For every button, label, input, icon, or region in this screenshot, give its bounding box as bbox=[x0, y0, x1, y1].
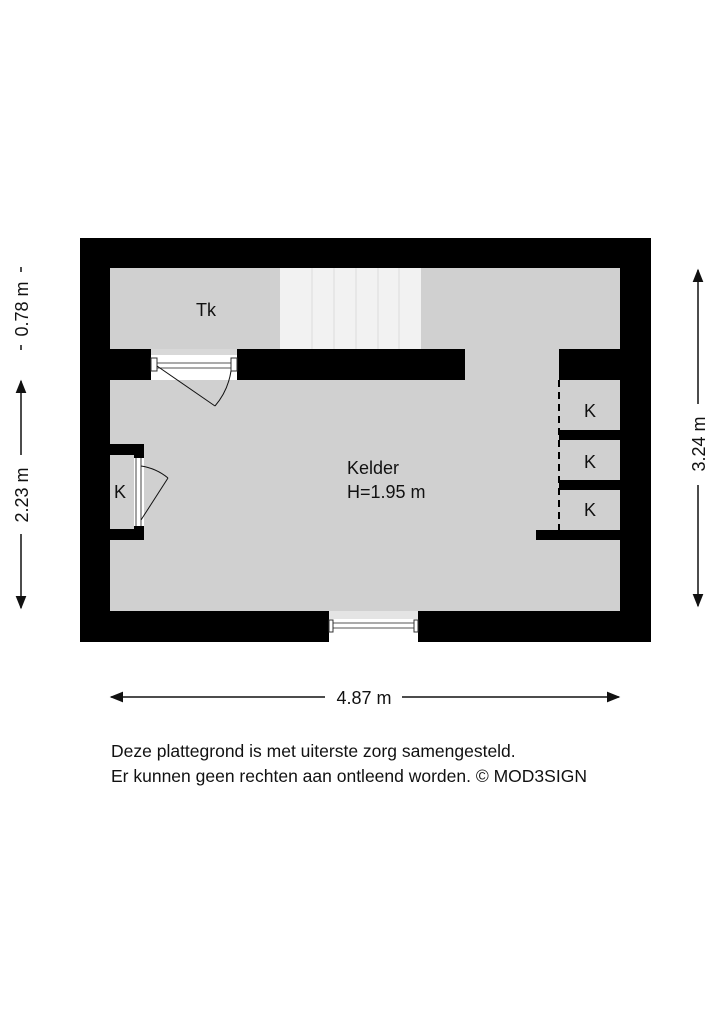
room-label-storage-right-2: K bbox=[583, 452, 597, 472]
bottom-window bbox=[329, 611, 418, 642]
dimension-right-height bbox=[689, 270, 709, 606]
room-label-kelder: Kelder bbox=[347, 458, 400, 478]
room-label-storage-left: K bbox=[113, 482, 127, 502]
room-label-storage-right-3: K bbox=[583, 500, 597, 520]
dimension-right-height-label: 3.24 m bbox=[689, 416, 709, 472]
disclaimer bbox=[111, 739, 587, 789]
dimension-left-upper-label: 0.78 m bbox=[12, 281, 32, 337]
dimension-width-label: 4.87 m bbox=[336, 688, 392, 708]
dimension-left-lower-label: 2.23 m bbox=[12, 467, 32, 523]
room-height-kelder: H=1.95 m bbox=[347, 482, 426, 502]
dimension-left-upper bbox=[12, 267, 32, 350]
disclaimer-line-1: Deze plattegrond is met uiterste zorg samengesteld. bbox=[111, 741, 516, 761]
room-label-storage-right-1: K bbox=[583, 401, 597, 421]
dimension-width bbox=[111, 688, 619, 708]
staircase bbox=[280, 268, 421, 350]
room-label-tk: Tk bbox=[196, 300, 216, 320]
dimension-left-lower bbox=[12, 381, 32, 608]
disclaimer-line-2: Er kunnen geen rechten aan ontleend worden. © MOD3SIGN bbox=[111, 766, 587, 786]
